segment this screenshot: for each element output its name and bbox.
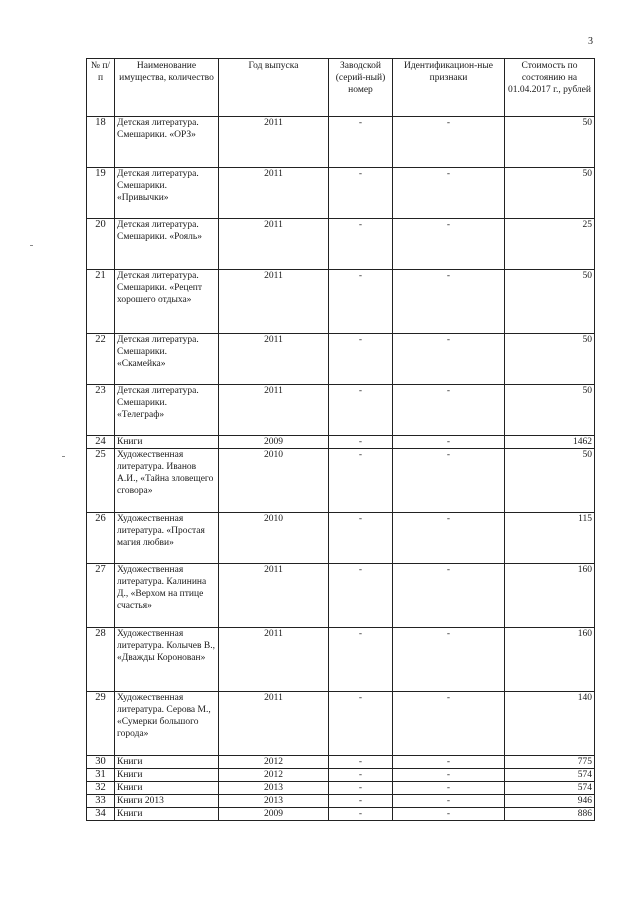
cell-ident: - bbox=[393, 449, 505, 513]
cell-year: 2011 bbox=[219, 270, 329, 334]
cell-cost: 775 bbox=[505, 756, 595, 769]
cell-serial: - bbox=[329, 436, 393, 449]
header-ident: Идентификацион-ные признаки bbox=[393, 59, 505, 117]
header-name: Наименование имущества, количество bbox=[115, 59, 219, 117]
cell-ident: - bbox=[393, 808, 505, 821]
cell-cost: 574 bbox=[505, 769, 595, 782]
cell-name: Книги bbox=[115, 436, 219, 449]
cell-year: 2011 bbox=[219, 117, 329, 168]
cell-num: 24 bbox=[87, 436, 115, 449]
scan-speck bbox=[62, 456, 65, 457]
cell-num: 26 bbox=[87, 513, 115, 564]
cell-name: Детская литература. Смешарики. «Рецепт хорошего отдыха» bbox=[115, 270, 219, 334]
cell-year: 2009 bbox=[219, 808, 329, 821]
cell-serial: - bbox=[329, 334, 393, 385]
table-row bbox=[87, 756, 595, 769]
cell-serial: - bbox=[329, 117, 393, 168]
scan-speck bbox=[30, 245, 33, 246]
cell-name: Художественная литература. Иванов А.И., «Тайна зловещего сговора» bbox=[115, 449, 219, 513]
cell-name: Книги 2013 bbox=[115, 795, 219, 808]
cell-serial: - bbox=[329, 795, 393, 808]
cell-name: Художественная литература. «Простая магия любви» bbox=[115, 513, 219, 564]
cell-year: 2012 bbox=[219, 756, 329, 769]
cell-year: 2011 bbox=[219, 334, 329, 385]
cell-num: 21 bbox=[87, 270, 115, 334]
table-row bbox=[87, 808, 595, 821]
table-header bbox=[87, 59, 595, 117]
cell-ident: - bbox=[393, 334, 505, 385]
cell-name: Детская литература. Смешарики. «Скамейка» bbox=[115, 334, 219, 385]
cell-ident: - bbox=[393, 628, 505, 692]
cell-serial: - bbox=[329, 449, 393, 513]
cell-ident: - bbox=[393, 219, 505, 270]
cell-year: 2011 bbox=[219, 168, 329, 219]
cell-ident: - bbox=[393, 564, 505, 628]
cell-year: 2013 bbox=[219, 795, 329, 808]
cell-num: 27 bbox=[87, 564, 115, 628]
table-row bbox=[87, 117, 595, 168]
cell-ident: - bbox=[393, 756, 505, 769]
table-row bbox=[87, 795, 595, 808]
cell-name: Детская литература. Смешарики. «Телеграф» bbox=[115, 385, 219, 436]
cell-num: 29 bbox=[87, 692, 115, 756]
cell-num: 34 bbox=[87, 808, 115, 821]
cell-name: Книги bbox=[115, 769, 219, 782]
cell-year: 2011 bbox=[219, 219, 329, 270]
header-cost: Стоимость по состоянию на 01.04.2017 г., рублей bbox=[505, 59, 595, 117]
cell-cost: 1462 bbox=[505, 436, 595, 449]
cell-ident: - bbox=[393, 795, 505, 808]
header-num: № п/п bbox=[87, 59, 115, 117]
cell-serial: - bbox=[329, 168, 393, 219]
page-number: 3 bbox=[588, 36, 593, 47]
cell-cost: 886 bbox=[505, 808, 595, 821]
cell-year: 2011 bbox=[219, 692, 329, 756]
cell-name: Книги bbox=[115, 808, 219, 821]
cell-num: 19 bbox=[87, 168, 115, 219]
cell-cost: 50 bbox=[505, 334, 595, 385]
cell-year: 2011 bbox=[219, 628, 329, 692]
cell-serial: - bbox=[329, 628, 393, 692]
cell-name: Художественная литература. Колычев В., «Дважды Коронован» bbox=[115, 628, 219, 692]
cell-ident: - bbox=[393, 385, 505, 436]
cell-num: 33 bbox=[87, 795, 115, 808]
cell-serial: - bbox=[329, 782, 393, 795]
cell-year: 2011 bbox=[219, 385, 329, 436]
cell-name: Художественная литература. Калинина Д., «Верхом на птице счастья» bbox=[115, 564, 219, 628]
cell-name: Книги bbox=[115, 782, 219, 795]
cell-serial: - bbox=[329, 769, 393, 782]
cell-cost: 50 bbox=[505, 385, 595, 436]
cell-cost: 50 bbox=[505, 449, 595, 513]
cell-serial: - bbox=[329, 513, 393, 564]
table-row bbox=[87, 513, 595, 564]
table-row bbox=[87, 334, 595, 385]
cell-ident: - bbox=[393, 117, 505, 168]
cell-num: 22 bbox=[87, 334, 115, 385]
cell-num: 18 bbox=[87, 117, 115, 168]
property-inventory-table bbox=[86, 58, 595, 821]
cell-name: Детская литература. Смешарики. «Привычки» bbox=[115, 168, 219, 219]
cell-num: 20 bbox=[87, 219, 115, 270]
cell-year: 2010 bbox=[219, 513, 329, 564]
cell-cost: 946 bbox=[505, 795, 595, 808]
cell-num: 31 bbox=[87, 769, 115, 782]
cell-cost: 25 bbox=[505, 219, 595, 270]
table-row bbox=[87, 168, 595, 219]
cell-num: 25 bbox=[87, 449, 115, 513]
table-row bbox=[87, 628, 595, 692]
table-body bbox=[87, 117, 595, 821]
cell-name: Детская литература. Смешарики. «Рояль» bbox=[115, 219, 219, 270]
cell-num: 30 bbox=[87, 756, 115, 769]
cell-cost: 50 bbox=[505, 117, 595, 168]
cell-year: 2013 bbox=[219, 782, 329, 795]
cell-num: 28 bbox=[87, 628, 115, 692]
table-row bbox=[87, 449, 595, 513]
cell-cost: 140 bbox=[505, 692, 595, 756]
cell-ident: - bbox=[393, 769, 505, 782]
cell-ident: - bbox=[393, 513, 505, 564]
cell-serial: - bbox=[329, 385, 393, 436]
cell-serial: - bbox=[329, 270, 393, 334]
cell-ident: - bbox=[393, 692, 505, 756]
table-row bbox=[87, 769, 595, 782]
cell-ident: - bbox=[393, 436, 505, 449]
cell-cost: 115 bbox=[505, 513, 595, 564]
table-row bbox=[87, 564, 595, 628]
table-row bbox=[87, 782, 595, 795]
table-row bbox=[87, 385, 595, 436]
header-year: Год выпуска bbox=[219, 59, 329, 117]
cell-ident: - bbox=[393, 168, 505, 219]
cell-year: 2011 bbox=[219, 564, 329, 628]
table-row bbox=[87, 436, 595, 449]
cell-serial: - bbox=[329, 756, 393, 769]
cell-num: 23 bbox=[87, 385, 115, 436]
table-row bbox=[87, 692, 595, 756]
table-row bbox=[87, 219, 595, 270]
cell-ident: - bbox=[393, 782, 505, 795]
cell-serial: - bbox=[329, 564, 393, 628]
cell-name: Детская литература. Смешарики. «ОРЗ» bbox=[115, 117, 219, 168]
cell-serial: - bbox=[329, 692, 393, 756]
cell-serial: - bbox=[329, 808, 393, 821]
cell-year: 2010 bbox=[219, 449, 329, 513]
table-row bbox=[87, 270, 595, 334]
cell-ident: - bbox=[393, 270, 505, 334]
cell-year: 2012 bbox=[219, 769, 329, 782]
cell-cost: 50 bbox=[505, 168, 595, 219]
cell-cost: 160 bbox=[505, 564, 595, 628]
cell-cost: 160 bbox=[505, 628, 595, 692]
cell-cost: 574 bbox=[505, 782, 595, 795]
cell-serial: - bbox=[329, 219, 393, 270]
header-serial: Заводской (серий-ный) номер bbox=[329, 59, 393, 117]
cell-num: 32 bbox=[87, 782, 115, 795]
cell-year: 2009 bbox=[219, 436, 329, 449]
cell-name: Художественная литература. Серова М., «Сумерки большого города» bbox=[115, 692, 219, 756]
cell-name: Книги bbox=[115, 756, 219, 769]
cell-cost: 50 bbox=[505, 270, 595, 334]
